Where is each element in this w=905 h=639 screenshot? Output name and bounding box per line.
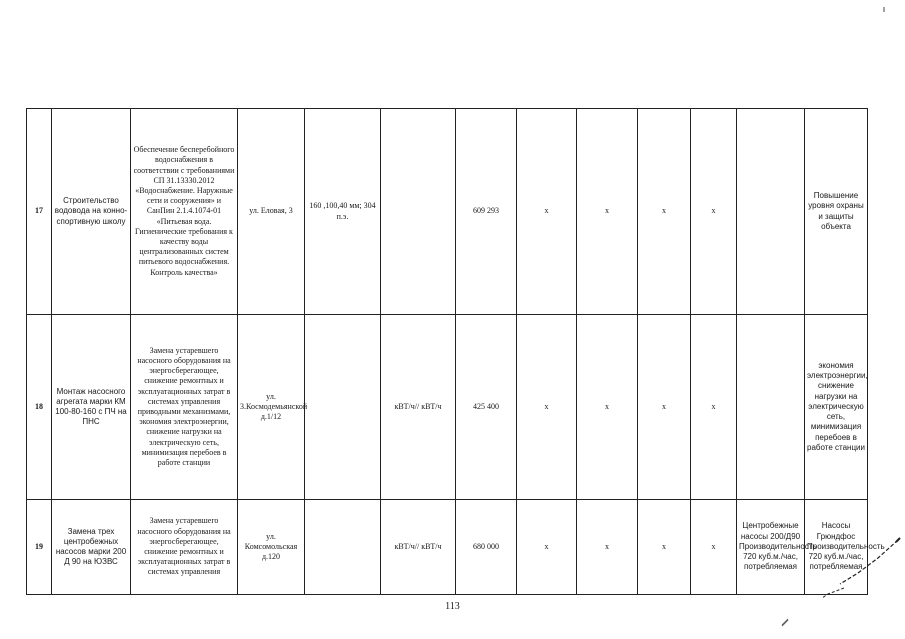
cell-x: х bbox=[638, 500, 691, 595]
work-unit bbox=[381, 109, 456, 315]
work-address: ул. Комсомольская д.120 bbox=[238, 500, 305, 595]
work-note: Центробежные насосы 200/Д90 Производительность 720 куб.м./час, потребляемая bbox=[737, 500, 805, 595]
cell-x: х bbox=[638, 315, 691, 500]
work-name: Строительство водовода на конно-спортивную школу bbox=[52, 109, 131, 315]
work-effect: экономия электроэнергии, снижение нагрузки на электрическую сеть, минимизация перебоев в работе станции bbox=[805, 315, 868, 500]
work-description: Замена устаревшего насосного оборудования на энергосберегающее, снижение ремонтных и эксплуатационных затрат в системах управления bbox=[131, 500, 238, 595]
cell-x: х bbox=[517, 315, 577, 500]
investment-program-table bbox=[26, 108, 885, 595]
work-name: Замена трех центробежных насосов марки 200 Д 90 на ЮЗВС bbox=[52, 500, 131, 595]
scan-speck bbox=[780, 615, 792, 627]
cell-x: х bbox=[691, 315, 737, 500]
work-cost: 425 400 bbox=[456, 315, 517, 500]
work-unit: кВТ/ч// кВТ/ч bbox=[381, 315, 456, 500]
work-address: ул. 3.Космодемьянской д.1/12 bbox=[238, 315, 305, 500]
cell-x: х bbox=[638, 109, 691, 315]
work-parameters bbox=[305, 500, 381, 595]
table-row bbox=[27, 500, 868, 595]
work-note bbox=[737, 109, 805, 315]
row-number: 19 bbox=[27, 500, 52, 595]
work-unit: кВТ/ч// кВТ/ч bbox=[381, 500, 456, 595]
work-parameters: 160 ,100,40 мм; 304 п.э. bbox=[305, 109, 381, 315]
scan-pen-stroke-marks bbox=[818, 528, 904, 638]
cell-x: х bbox=[517, 500, 577, 595]
work-description: Обеспечение бесперебойного водоснабжения в соответствии с требованиями СП 31.13330.2012 «Водоснабжение. Наружные сети и сооружения» и СанПин 2.1.4.1074-01 «Питьевая вода. Гигиенические требования к качеству воды централизованных систем питьевого водоснабжения. Контроль качества» bbox=[131, 109, 238, 315]
work-description: Замена устаревшего насосного оборудования на энергосберегающее, снижение ремонтных и эксплуатационных затрат в системах управления приводными механизмами, экономия электроэнергии, снижение нагрузки на электрическую сеть, минимизация перебоев в работе станции bbox=[131, 315, 238, 500]
work-name: Монтаж насосного агрегата марки КМ 100-80-160 с ПЧ на ПНС bbox=[52, 315, 131, 500]
cell-x: х bbox=[517, 109, 577, 315]
cell-x: х bbox=[577, 500, 638, 595]
scan-speck bbox=[880, 6, 888, 14]
cell-x: х bbox=[691, 500, 737, 595]
cell-x: х bbox=[577, 315, 638, 500]
work-parameters bbox=[305, 315, 381, 500]
table-row bbox=[27, 109, 868, 315]
work-effect: Насосы Грюндфос Производительность 720 куб.м./час, потребляемая bbox=[805, 500, 868, 595]
table-row bbox=[27, 315, 868, 500]
work-effect: Повышение уровня охраны и защиты объекта bbox=[805, 109, 868, 315]
page-number: 113 bbox=[445, 601, 460, 612]
row-number: 18 bbox=[27, 315, 52, 500]
work-address: ул. Еловая, 3 bbox=[238, 109, 305, 315]
work-cost: 680 000 bbox=[456, 500, 517, 595]
cell-x: х bbox=[577, 109, 638, 315]
work-cost: 609 293 bbox=[456, 109, 517, 315]
cell-x: х bbox=[691, 109, 737, 315]
work-note bbox=[737, 315, 805, 500]
row-number: 17 bbox=[27, 109, 52, 315]
